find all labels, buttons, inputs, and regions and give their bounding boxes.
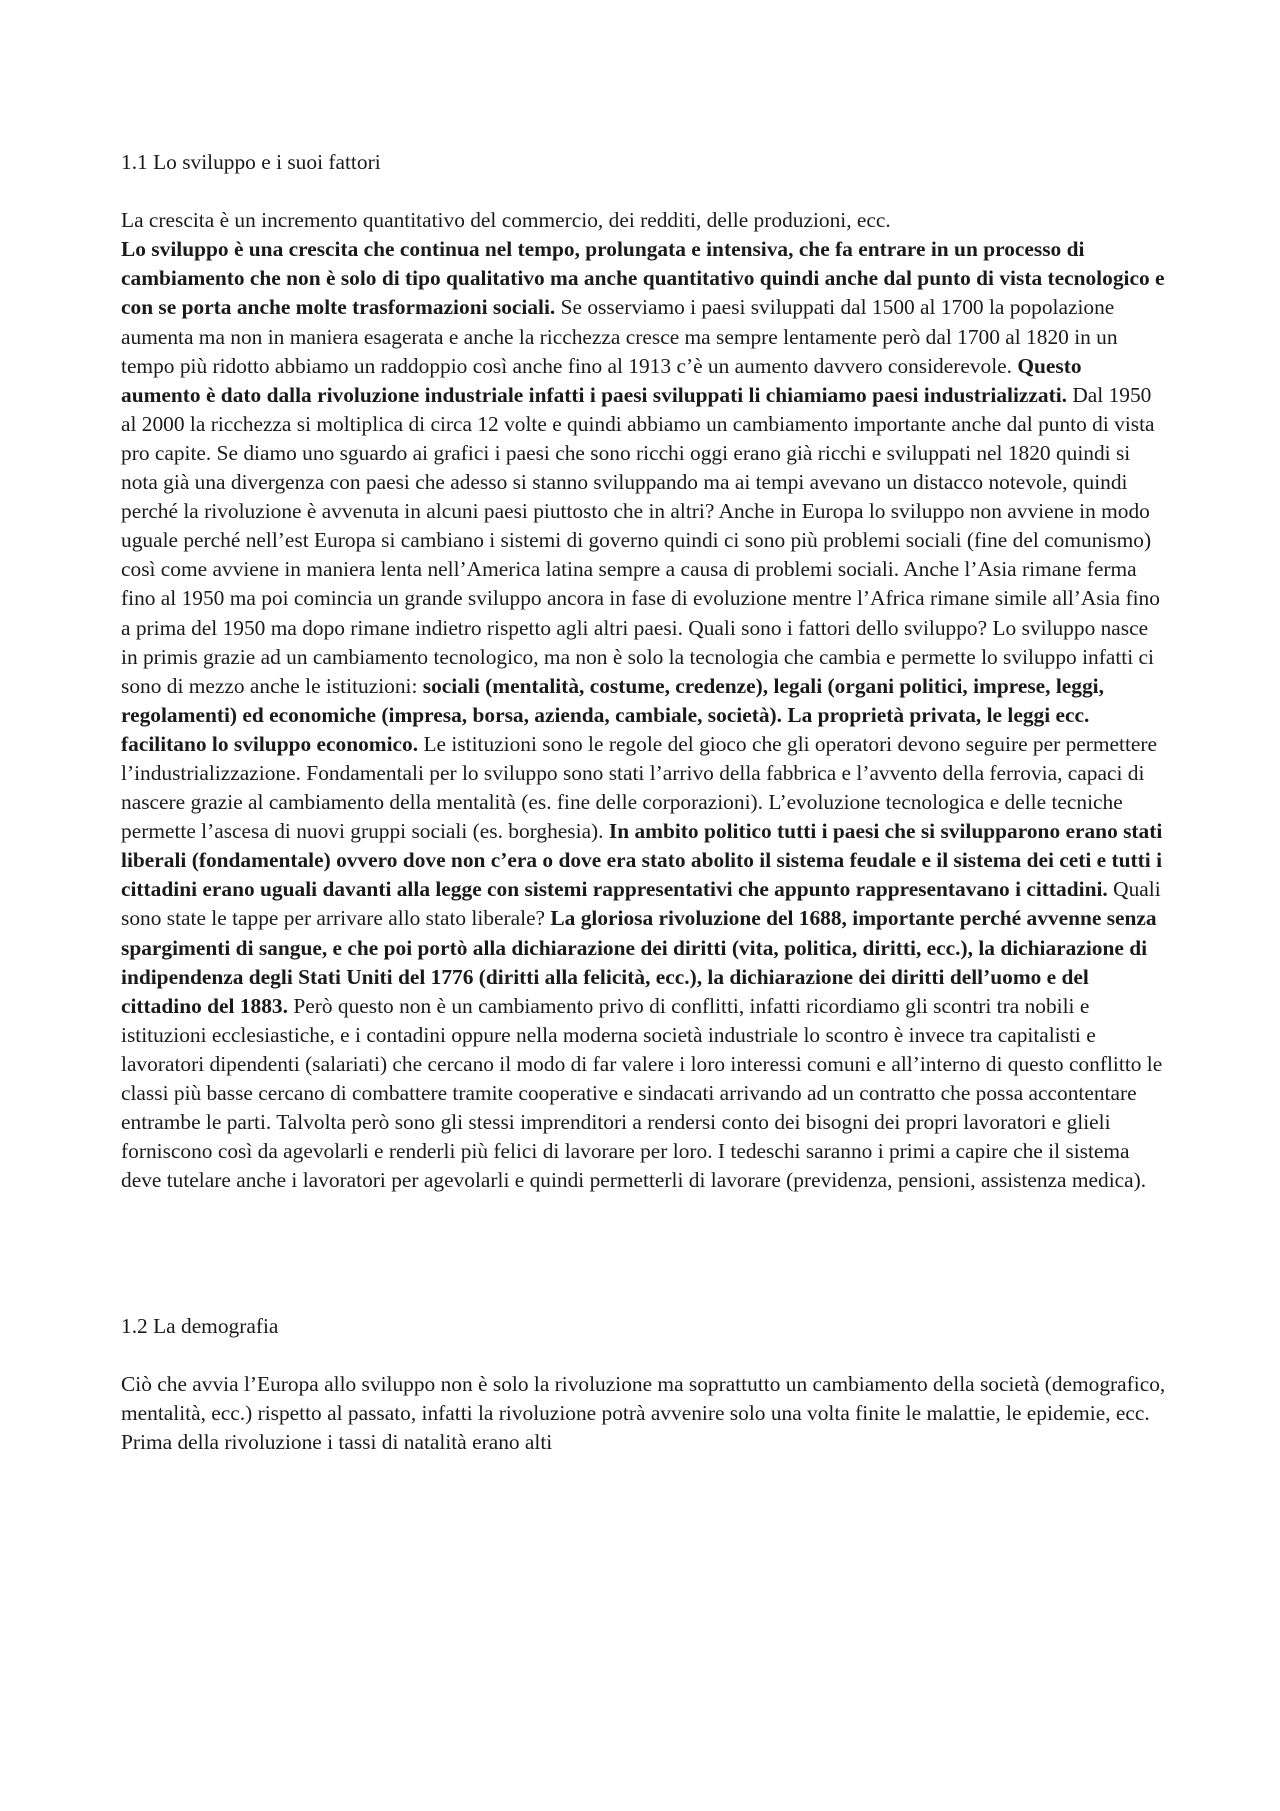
spacer <box>121 177 1166 206</box>
paragraph-crescita <box>121 206 1166 235</box>
paragraph-demografia <box>121 1370 1166 1457</box>
section-heading-1-2: 1.2 La demografia <box>121 1313 279 1338</box>
paragraph-sviluppo <box>121 235 1166 1195</box>
section-heading-1-1: 1.1 Lo sviluppo e i suoi fattori <box>121 150 381 174</box>
bold-text-run: In ambito politico tutti i paesi che si svilupparono erano stati liberali (fondamentale) ovvero dove non c’era o dove era stato abolito il sistema feudale e il sistema dei ceti e tutti i cittadini erano uguali davanti alla legge con sistemi rappresentativi che appunto rappresentavano i cittadini. <box>121 819 1163 902</box>
bold-text-run: sociali (mentalità, costume, credenze), legali (organi politici, imprese, leggi, regolamenti) ed economiche (impresa, borsa, azienda, cambiale, società). La proprietà privata, le leggi ecc. facilitano lo sviluppo economico. <box>121 673 1104 756</box>
text-run: Se osserviamo i paesi sviluppati dal 1500 al 1700 la popolazione aumenta ma non in maniera esagerata e anche la ricchezza cresce ma sempre lentamente però dal 1700 al 1820 in un tempo più ridotto abbiamo un raddoppio così anche fino al 1913 c’è un aumento davvero considerevole. <box>121 295 1118 378</box>
bold-text-run: La gloriosa rivoluzione del 1688, importante perché avvenne senza spargimenti di sangue, e che poi portò alla dichiarazione dei diritti (vita, politica, diritti, ecc.), la dichiarazione di indipendenza degli Stati Uniti del 1776 (diritti alla felicità, ecc.), la dichiarazione dei diritti dell’uomo e del cittadino del 1883. <box>121 906 1157 1018</box>
bold-text-run: Lo sviluppo è una crescita che continua nel tempo, prolungata e intensiva, che fa entrare in un processo di cambiamento che non è solo di tipo qualitativo ma anche quantitativo quindi anche dal punto di vista tecnologico e con se porta anche molte trasformazioni sociali. <box>121 237 1165 320</box>
spacer <box>121 1341 1166 1370</box>
text-run: Quali sono state le tappe per arrivare allo stato liberale? <box>121 877 1161 931</box>
text-run: La crescita è un incremento quantitativo del commercio, dei redditi, delle produzioni, ecc. <box>121 208 891 233</box>
spacer <box>121 1195 1166 1311</box>
text-run: Però questo non è un cambiamento privo di conflitti, infatti ricordiamo gli scontri tra nobili e istituzioni ecclesiastiche, e i contadini oppure nella moderna società industriale lo scontro è invece tra capitalisti e lavoratori dipendenti (salariati) che cercano il modo di far valere i loro interessi comuni e all’interno di questo conflitto le classi più basse cercano di combattere tramite cooperative e sindacati arrivando ad un contratto che possa accontentare entrambe le parti. Talvolta però sono gli stessi imprenditori a rendersi conto dei bisogni dei propri lavoratori e glieli forniscono così da agevolarli e renderli più felici di lavorare per loro. I tedeschi saranno i primi a capire che il sistema deve tutelare anche i lavoratori per agevolarli e quindi permetterli di lavorare (previdenza, pensioni, assistenza medica). <box>121 993 1163 1193</box>
text-run: Dal 1950 al 2000 la ricchezza si moltiplica di circa 12 volte e quindi abbiamo un cambiamento importante anche dal punto di vista pro capite. Se diamo uno sguardo ai grafici i paesi che sono ricchi oggi erano già ricchi e sviluppati nel 1820 quindi si nota già una divergenza con paesi che adesso si stanno sviluppando ma ai tempi avevano un distacco notevole, quindi perché la rivoluzione è avvenuta in alcuni paesi piuttosto che in altri? Anche in Europa lo sviluppo non avviene in modo uguale perché nell’est Europa si cambiano i sistemi di governo quindi ci sono più problemi sociali (fine del comunismo) così come avviene in maniera lenta nell’America latina sempre a causa di problemi sociali. Anche l’Asia rimane ferma fino al 1950 ma poi comincia un grande sviluppo ancora in fase di evoluzione mentre l’Africa rimane simile all’Asia fino a prima del 1950 ma dopo rimane indietro rispetto agli altri paesi. Quali sono i fattori dello sviluppo? Lo sviluppo nasce in primis grazie ad un cambiamento tecnologico, ma non è solo la tecnologia che cambia e permette lo sviluppo infatti ci sono di mezzo anche le istituzioni: <box>121 382 1160 698</box>
bold-text-run: Questo aumento è dato dalla rivoluzione industriale infatti i paesi sviluppati li chiamiamo paesi industrializzati. <box>121 353 1082 407</box>
text-run: Le istituzioni sono le regole del gioco che gli operatori devono seguire per permettere l’industrializzazione. Fondamentali per lo sviluppo sono stati l’arrivo della fabbrica e l’avvento della ferrovia, capaci di nascere grazie al cambiamento della mentalità (es. fine delle corporazioni). L’evoluzione tecnologica e delle tecniche permette l’ascesa di nuovi gruppi sociali (es. borghesia). <box>121 731 1158 844</box>
document-body <box>121 148 1166 1457</box>
text-run: Ciò che avvia l’Europa allo sviluppo non è solo la rivoluzione ma soprattutto un cambiamento della società (demografico, mentalità, ecc.) rispetto al passato, infatti la rivoluzione potrà avvenire solo una volta finite le malattie, le epidemie, ecc. Prima della rivoluzione i tassi di natalità erano alti <box>121 1371 1166 1455</box>
